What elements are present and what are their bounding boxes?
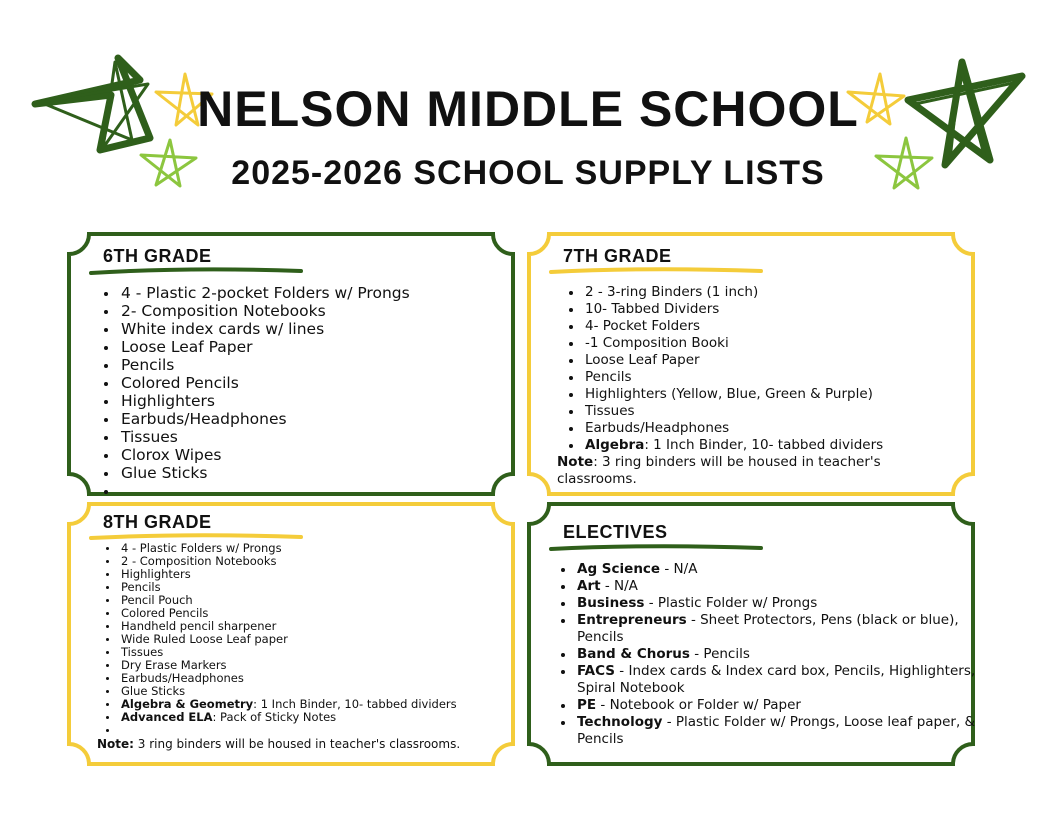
list-item: • Loose Leaf Paper — [119, 338, 410, 356]
elective-supplies: - Notebook or Folder w/ Paper — [596, 697, 801, 713]
list-item: • Colored Pencils — [119, 374, 410, 392]
heading-underline — [89, 266, 304, 276]
list-item: • Pencils — [119, 581, 457, 594]
note-label: Note: — [97, 737, 134, 751]
elective-supplies: - N/A — [660, 561, 698, 577]
list-item — [575, 595, 985, 612]
list-item — [575, 697, 985, 714]
card-heading: 8TH GRADE — [103, 512, 212, 532]
supply-list — [97, 542, 457, 737]
course-supplies: : Pack of Sticky Notes — [212, 710, 337, 724]
list-item: • 2 - 3-ring Binders (1 inch) — [583, 284, 883, 301]
note — [97, 737, 460, 751]
list-item: • Tissues — [119, 646, 457, 659]
list-item: • Earbuds/Headphones — [119, 410, 410, 428]
list-item — [119, 711, 457, 724]
elective-name: Band & Chorus — [577, 646, 690, 662]
list-item: • Earbuds/Headphones — [119, 672, 457, 685]
elective-supplies: - N/A — [600, 578, 638, 594]
supply-list — [561, 284, 883, 454]
list-item: • 2 - Composition Notebooks — [119, 555, 457, 568]
list-item — [575, 578, 985, 595]
card-heading: 6TH GRADE — [103, 246, 212, 266]
course-label: Algebra — [585, 437, 645, 453]
list-item: • White index cards w/ lines — [119, 320, 410, 338]
list-item: • Pencils — [119, 356, 410, 374]
list-item: • Colored Pencils — [119, 607, 457, 620]
elective-name: FACS — [577, 663, 616, 679]
list-item: • Clorox Wipes — [119, 446, 410, 464]
list-item: • Tissues — [119, 428, 410, 446]
card-heading: ELECTIVES — [563, 522, 668, 542]
note-text: : 3 ring binders will be housed in teacher's classrooms. — [557, 454, 881, 487]
list-item: • Highlighters — [119, 568, 457, 581]
elective-supplies: - Plastic Folder w/ Prongs — [644, 595, 818, 611]
eighth-grade-card — [67, 502, 515, 766]
list-item — [575, 612, 985, 646]
list-item: • Loose Leaf Paper — [583, 352, 883, 369]
elective-name: Art — [577, 578, 601, 594]
supply-list — [553, 561, 985, 748]
list-item: • Highlighters (Yellow, Blue, Green & Purple) — [583, 386, 883, 403]
heading-underline — [549, 266, 764, 276]
course-supplies: : 1 Inch Binder, 10- tabbed dividers — [644, 437, 884, 453]
page-subtitle: 2025-2026 SCHOOL SUPPLY LISTS — [231, 154, 825, 192]
note-label: Note — [557, 454, 594, 470]
note-text: 3 ring binders will be housed in teacher's classrooms. — [133, 737, 461, 751]
list-item: • 4- Pocket Folders — [583, 318, 883, 335]
elective-name: PE — [577, 697, 597, 713]
list-item: • 4 - Plastic Folders w/ Prongs — [119, 542, 457, 555]
elective-supplies: - Pencils — [689, 646, 750, 662]
note — [557, 454, 947, 488]
list-item: • Pencil Pouch — [119, 594, 457, 607]
list-item — [575, 714, 985, 748]
list-item: • Pencils — [583, 369, 883, 386]
sixth-grade-card — [67, 232, 515, 496]
list-item — [575, 561, 985, 578]
list-item: • Earbuds/Headphones — [583, 420, 883, 437]
list-item — [575, 646, 985, 663]
card-heading: 7TH GRADE — [563, 246, 672, 266]
list-item: • Wide Ruled Loose Leaf paper — [119, 633, 457, 646]
list-item: • Tissues — [583, 403, 883, 420]
elective-supplies: - Sheet Protectors, Pens (black or blue), Pencils — [577, 612, 959, 645]
list-item — [119, 482, 410, 500]
list-item: • Dry Erase Markers — [119, 659, 457, 672]
course-label: Advanced ELA — [121, 710, 213, 724]
elective-name: Technology — [577, 714, 663, 730]
list-item: • -1 Composition Booki — [583, 335, 883, 352]
list-item: • 2- Composition Notebooks — [119, 302, 410, 320]
list-item: • Glue Sticks — [119, 685, 457, 698]
elective-supplies: - Plastic Folder w/ Prongs, Loose leaf paper, & Pencils — [577, 714, 976, 747]
list-item: • Handheld pencil sharpener — [119, 620, 457, 633]
elective-name: Business — [577, 595, 645, 611]
list-item: • Highlighters — [119, 392, 410, 410]
page-title: NELSON MIDDLE SCHOOL — [197, 81, 859, 137]
heading-underline — [549, 543, 764, 553]
course-label: Algebra & Geometry — [121, 697, 254, 711]
elective-supplies: - Index cards & Index card box, Pencils, Highlighters, Spiral Notebook — [577, 663, 976, 696]
list-item — [575, 663, 985, 697]
elective-name: Entrepreneurs — [577, 612, 687, 628]
course-supplies: : 1 Inch Binder, 10- tabbed dividers — [253, 697, 457, 711]
list-item: • Glue Sticks — [119, 464, 410, 482]
electives-card — [527, 502, 975, 766]
list-item — [583, 437, 883, 454]
list-item: • 10- Tabbed Dividers — [583, 301, 883, 318]
supply-list — [97, 284, 410, 500]
list-item — [119, 724, 457, 737]
seventh-grade-card — [527, 232, 975, 496]
elective-name: Ag Science — [577, 561, 661, 577]
list-item: • 4 - Plastic 2-pocket Folders w/ Prongs — [119, 284, 410, 302]
